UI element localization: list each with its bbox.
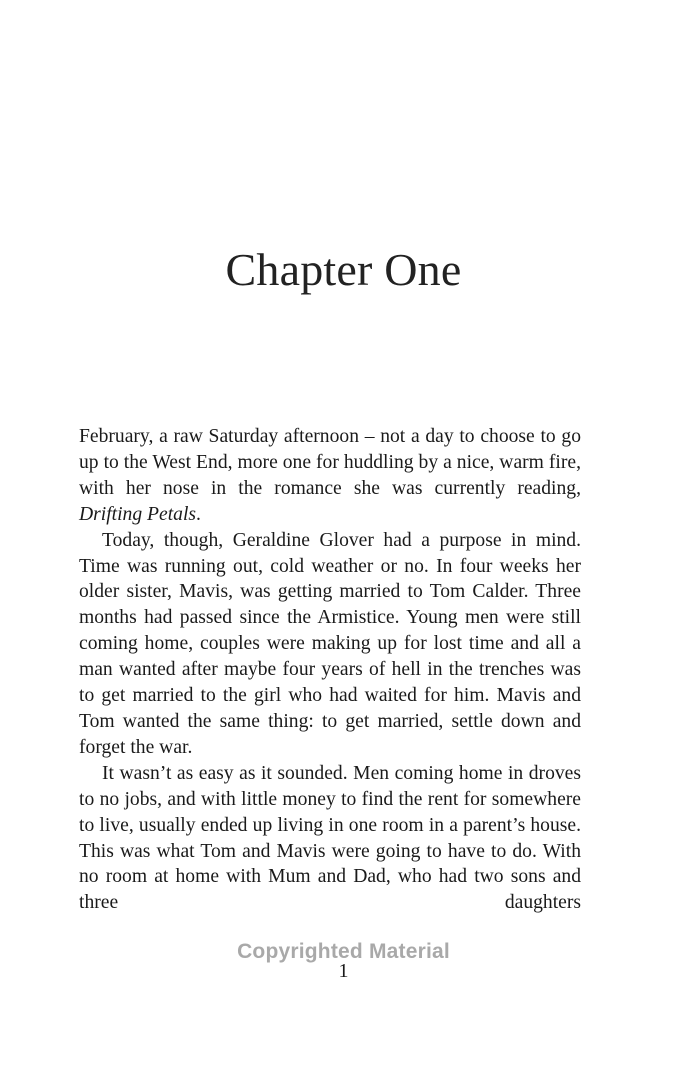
copyright-watermark: Copyrighted Material [237, 940, 450, 963]
body-text [79, 424, 581, 916]
paragraph-1-text: February, a raw Saturday afternoon – not a day to choose to go up to the West End, more one for huddling by a nice, warm fire, with her nose in the romance she was currently reading, [79, 426, 581, 499]
book-title-italic: Drifting Petals [79, 503, 197, 525]
paragraph-2: Today, though, Geraldine Glover had a purpose in mind. Time was running out, cold weather or no. In four weeks her older sister, Mavis, was getting married to Tom Calder. Three months had passed since the Armistice. Young men were still coming home, couples were making up for lost time and all a man wanted after maybe four years of hell in the trenches was to get married to the girl who had waited for him. Mavis and Tom wanted the same thing: to get married, settle down and forget the war. [79, 529, 581, 758]
paragraph-1 [79, 424, 581, 528]
page-number: 1 [338, 960, 349, 982]
chapter-title: Chapter One [225, 244, 462, 295]
paragraph-1-end: . [196, 503, 201, 525]
paragraph-3: It wasn’t as easy as it sounded. Men coming home in droves to no jobs, and with little money to find the rent for somewhere to live, usually ended up living in one room in a parent’s house. This was what Tom and Mavis were going to have to do. With no room at home with Mum and Dad, who had two sons and three daughters [79, 762, 581, 914]
